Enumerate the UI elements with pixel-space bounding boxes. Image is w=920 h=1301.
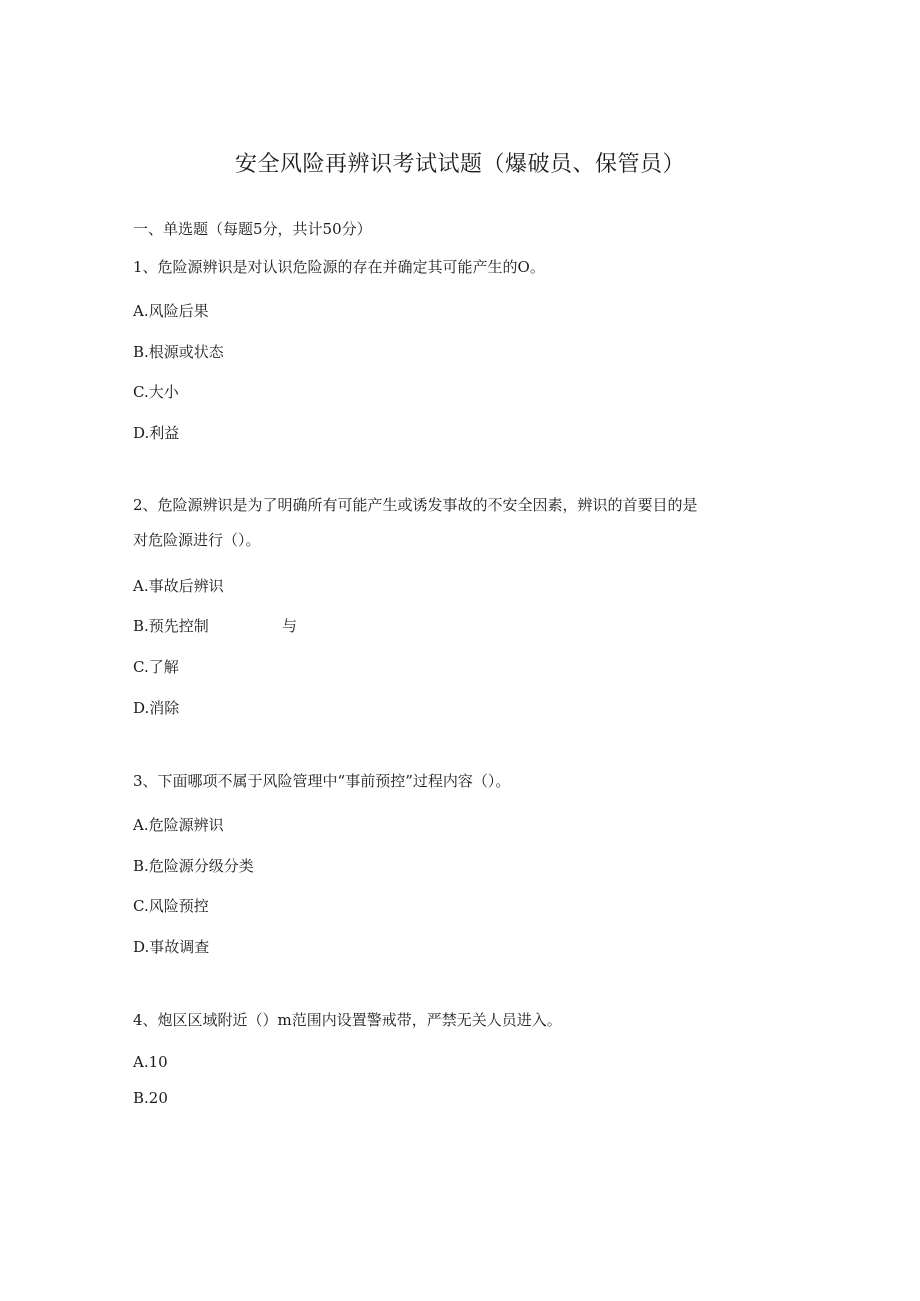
question-stem: 2、危险源辨识是为了明确所有可能产生或诱发事故的不安全因素，辨识的首要目的是 bbox=[133, 496, 698, 514]
option-d: D.消除 bbox=[133, 699, 180, 717]
question-stem: 4、炮区区域附近（）m范围内设置警戒带，严禁无关人员进入。 bbox=[133, 1011, 562, 1029]
option-a: A.风险后果 bbox=[133, 302, 209, 320]
option-b: B.预先控制 bbox=[133, 617, 209, 635]
option-b: B.根源或状态 bbox=[133, 343, 224, 361]
option-b: B.20 bbox=[133, 1089, 168, 1107]
option-a: A.10 bbox=[133, 1053, 168, 1071]
option-a: A.事故后辨识 bbox=[133, 577, 224, 595]
question-stem-continuation: 对危险源进行（）。 bbox=[133, 531, 261, 549]
question-stem: 1、危险源辨识是对认识危险源的存在并确定其可能产生的O。 bbox=[133, 258, 545, 276]
option-b: B.危险源分级分类 bbox=[133, 857, 254, 875]
page-title: 安全风险再辨识考试试题（爆破员、保管员） bbox=[234, 152, 685, 177]
option-d: D.利益 bbox=[133, 424, 180, 442]
option-a: A.危险源辨识 bbox=[133, 816, 224, 834]
option-c: C.大小 bbox=[133, 383, 179, 401]
option-c: C.风险预控 bbox=[133, 897, 209, 915]
stray-character: 与 bbox=[282, 617, 298, 635]
option-d: D.事故调查 bbox=[133, 938, 210, 956]
question-stem: 3、下面哪项不属于风险管理中“事前预控”过程内容（）。 bbox=[133, 772, 511, 790]
option-c: C.了解 bbox=[133, 658, 179, 676]
section-heading: 一、单选题（每题5分，共计50分） bbox=[133, 220, 372, 238]
